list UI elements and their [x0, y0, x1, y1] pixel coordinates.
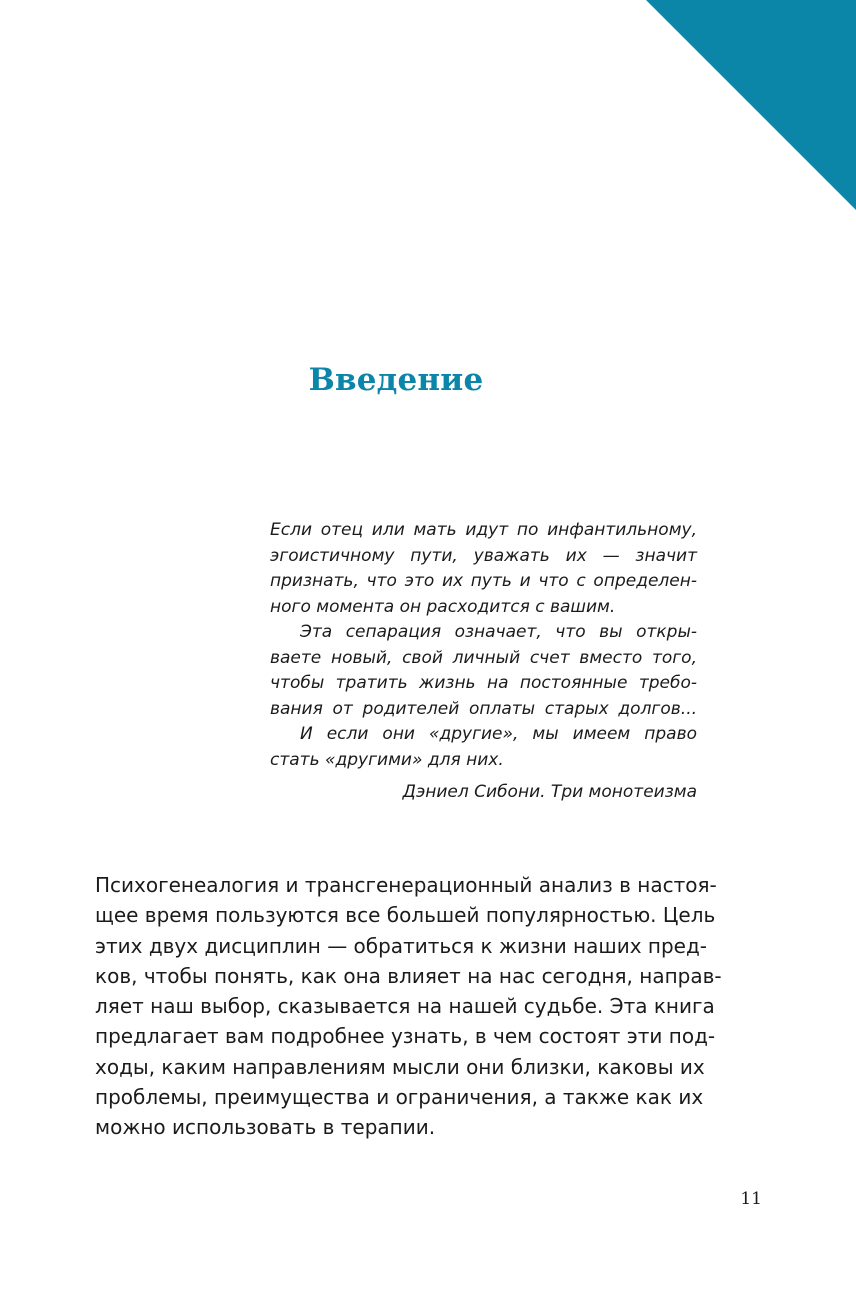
page-number: 11	[740, 1189, 762, 1209]
body-line: проблемы, преимущества и ограничения, а также как их	[95, 1085, 704, 1110]
epigraph	[270, 518, 697, 806]
corner-triangle-icon	[646, 0, 856, 210]
epigraph-line: эгоистичному пути, уважать их — значит	[270, 545, 697, 566]
epigraph-line: Если отец или мать идут по инфантильному,	[270, 520, 697, 540]
epigraph-line: И если они «другие», мы имеем право	[300, 724, 697, 744]
epigraph-line: стать «другими» для них.	[270, 749, 504, 770]
body-line: этих двух дисциплин — обратиться к жизни наших пред-	[95, 933, 708, 958]
body-line: щее время пользуются все большей популярностью. Цель	[95, 903, 716, 928]
epigraph-line: чтобы тратить жизнь на постоянные требо-	[270, 673, 697, 693]
body-line: ходы, каким направлениям мысли они близки, каковы их	[95, 1054, 705, 1079]
body-line: можно использовать в терапии.	[95, 1115, 436, 1140]
chapter-title: Введение	[308, 362, 484, 398]
body-line: Психогенеалогия и трансгенерационный анализ в настоя-	[95, 873, 717, 897]
epigraph-line: ного момента он расходится с вашим.	[270, 596, 616, 617]
body-line: предлагает вам подробнее узнать, в чем состоят эти под-	[95, 1024, 716, 1049]
epigraph-line: признать, что это их путь и что с определен-	[270, 571, 697, 591]
epigraph-line: Эта сепарация означает, что вы откры-	[300, 622, 697, 642]
body-paragraph	[95, 870, 722, 1143]
epigraph-attribution: Дэниел Сибони. Три монотеизма	[402, 782, 697, 802]
epigraph-line: вания от родителей оплаты старых долгов...	[270, 698, 697, 719]
epigraph-line: ваете новый, свой личный счет вместо того,	[270, 647, 697, 668]
body-line: ков, чтобы понять, как она влияет на нас сегодня, направ-	[95, 963, 722, 988]
body-line: ляет наш выбор, сказывается на нашей судьбе. Эта книга	[95, 994, 715, 1019]
